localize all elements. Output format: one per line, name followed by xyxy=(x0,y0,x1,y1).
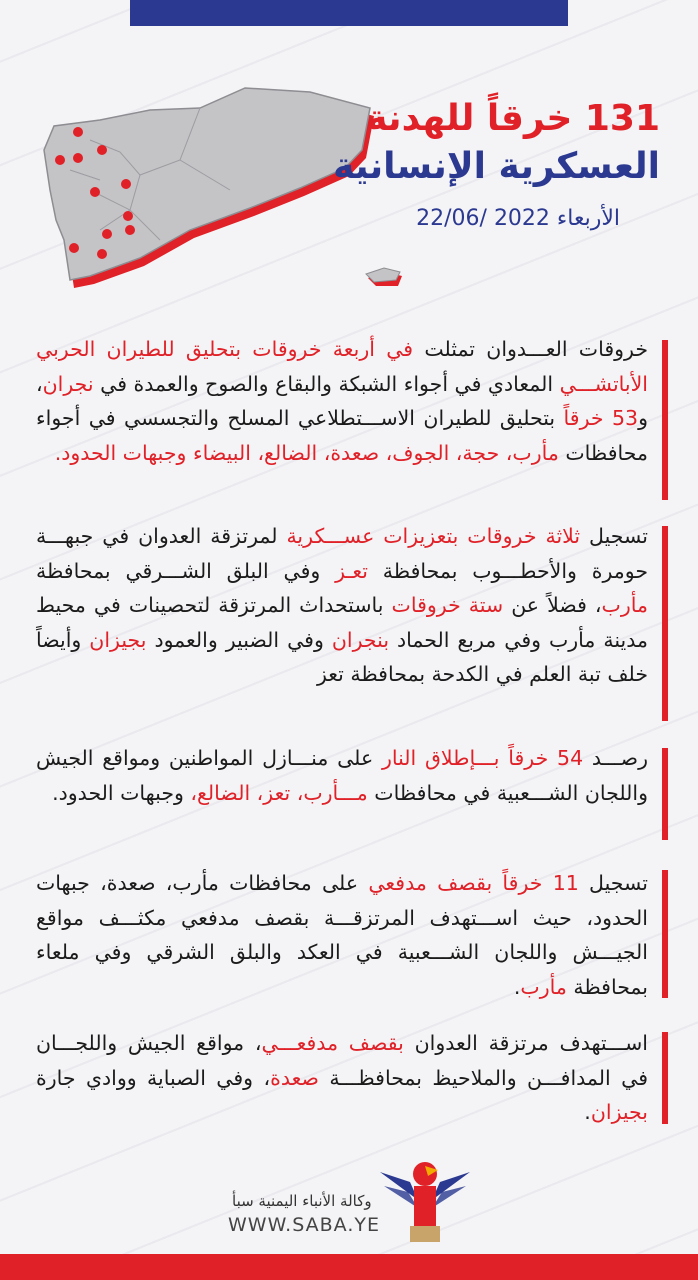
body-text: خروقات العـــدوان تمثلت xyxy=(413,337,648,361)
highlighted-text: 11 خرقاً بقصف مدفعي xyxy=(368,871,579,895)
body-text: وفي البلق الشـــرقي بمحافظة xyxy=(36,558,336,583)
body-text: على محافظات مأرب، صعدة، جبهات الحدود، حيث اســـتهدف المرتزقـــة بقصف مدفعي مكثـــف مواقع الجيـــش واللجان الشـــعبية في العكد والبلق الشرقي وفي ملعاء بمحافظة xyxy=(36,871,648,999)
body-text: رصـــد xyxy=(583,746,648,770)
paragraph-marker xyxy=(662,340,668,500)
paragraph xyxy=(36,741,648,810)
highlighted-text: تعـز xyxy=(335,558,368,583)
paragraph xyxy=(36,1026,648,1130)
body-text: وجبهات الحدود. xyxy=(52,780,191,805)
highlighted-text: ستة خروقات xyxy=(391,593,504,617)
body-text: باستحداث المرتزقة لتحصينات في محيط مدينة مأرب وفي مربع الحماد xyxy=(36,593,648,652)
body-text: ، و xyxy=(35,371,648,430)
highlighted-text: في أربعة خروقات بتحليق للطيران الحربي الأباتشـــي xyxy=(36,337,648,396)
report-date: الأربعاء 2022 /22/06 xyxy=(416,206,620,231)
body-text: المعادي في أجواء الشبكة والبقاع والصوح والعمدة في xyxy=(93,371,560,396)
highlighted-text: بقصف مدفعـــي xyxy=(261,1031,404,1055)
website-url: WWW.SABA.YE xyxy=(228,1214,380,1236)
yemen-map-icon xyxy=(30,80,420,300)
highlighted-text: مأرب، حجة، الجوف، صعدة، الضالع، البيضاء وجبهات الحدود. xyxy=(54,440,559,465)
paragraph xyxy=(36,866,648,1004)
paragraph-marker xyxy=(662,870,668,998)
highlighted-text: بجيزان xyxy=(590,1100,648,1124)
body-text: تسجيل xyxy=(580,524,648,548)
highlighted-text: مأرب xyxy=(520,974,567,999)
paragraph xyxy=(36,519,648,692)
body-text: ، وفي الصباية ووادي جارة xyxy=(36,1065,271,1090)
body-text: . xyxy=(513,974,521,999)
paragraph-marker xyxy=(662,526,668,721)
highlighted-text: مـــأرب، تعز، الضالع، xyxy=(190,780,368,805)
page-title-line1: 131 خرقاً للهدنة xyxy=(366,98,660,139)
highlighted-text: بنجران xyxy=(331,627,390,652)
body-text: وأيضاً خلف تبة العلم في الكدحة بمحافظة تعز xyxy=(36,627,648,686)
body-text: ، فضلاً عن xyxy=(503,593,602,617)
highlighted-text: ثلاثة خروقات بتعزيزات عســـكرية xyxy=(286,524,581,548)
body-text: . xyxy=(584,1100,591,1124)
highlighted-text: 53 خرقاً xyxy=(563,406,639,430)
highlighted-text: نجران xyxy=(42,371,94,396)
body-text: بتحليق للطيران الاســـتطلاعي المسلح والتجسسي في أجواء محافظات xyxy=(36,406,648,465)
paragraph-marker xyxy=(662,1032,668,1124)
bottom-accent-bar xyxy=(0,1254,698,1280)
body-text: ، مواقع الجيش واللجـــان في المدافـــن والملاحيظ بمحافظـــة xyxy=(36,1031,649,1090)
body-text: اســـتهدف مرتزقة العدوان xyxy=(403,1031,648,1055)
page-title-line2: العسكرية الإنسانية xyxy=(333,146,660,187)
body-text: على منـــازل المواطنين ومواقع الجيش واللجان الشـــعبية في محافظات xyxy=(36,746,648,805)
paragraph xyxy=(36,332,648,470)
top-accent-bar xyxy=(130,0,568,26)
highlighted-text: مأرب xyxy=(601,593,648,617)
paragraph-marker xyxy=(662,748,668,840)
body-text: وفي الضبير والعمود xyxy=(146,627,332,652)
agency-name: وكالة الأنباء اليمنية سبأ xyxy=(232,1192,372,1210)
saba-eagle-logo-icon xyxy=(370,1152,480,1252)
body-text: لمرتزقة العدوان في جبهـــة حومرة والأحطـــوب بمحافظة xyxy=(36,524,649,583)
highlighted-text: بجيزان xyxy=(89,627,147,652)
body-text: تسجيل xyxy=(578,871,648,895)
highlighted-text: 54 خرقاً بـــإطلاق النار xyxy=(381,746,584,770)
highlighted-text: صعدة xyxy=(270,1065,319,1090)
